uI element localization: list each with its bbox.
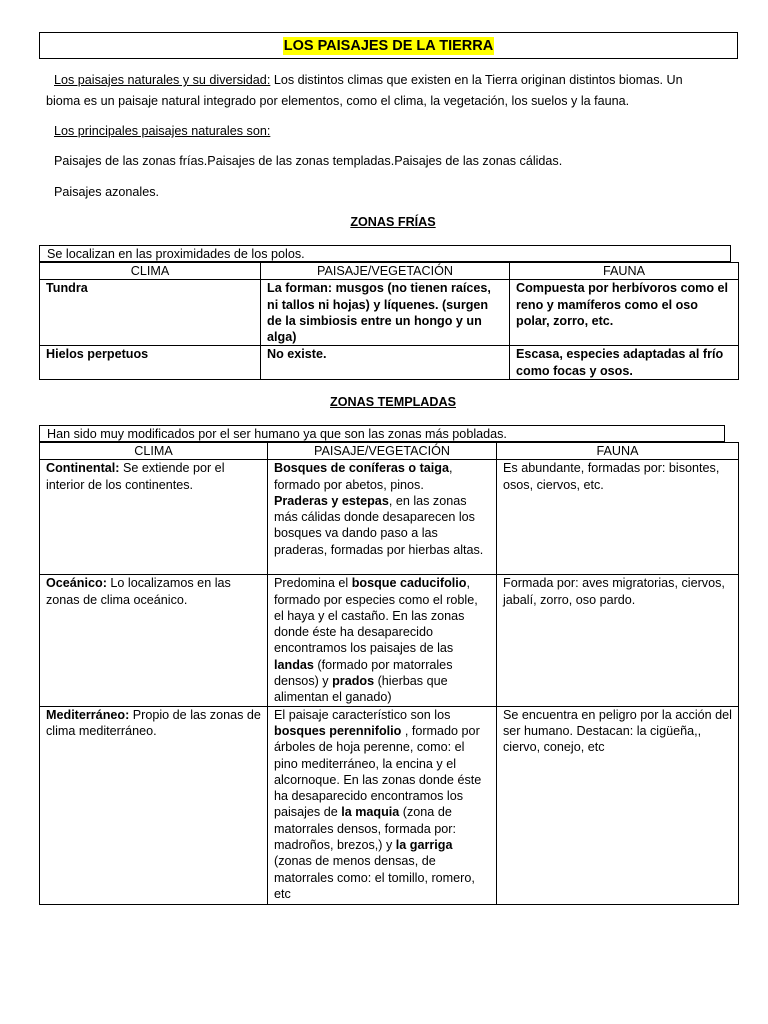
cell-fauna: Es abundante, formadas por: bisontes, osos, ciervos, etc.: [497, 460, 739, 575]
cell-fauna: Se encuentra en peligro por la acción del ser humano. Destacan: la cigüeña,, ciervo, conejo, etc: [497, 706, 739, 904]
header-paisaje: PAISAJE/VEGETACIÓN: [268, 443, 497, 460]
paisaje-text: , en las zonas más cálidas donde desaparecen los bosques va dando paso a las praderas, formadas por hierbas altas.: [274, 493, 484, 557]
paisaje-text: (zonas de menos densas, de matorrales como: el tomillo, romero, etc: [274, 854, 475, 901]
paisaje-bold: prados: [332, 674, 375, 689]
cell-clima: [40, 575, 268, 706]
cell-clima: Tundra: [40, 280, 261, 346]
table-templadas: [39, 442, 739, 905]
paisaje-bold: bosque caducifolio: [351, 576, 467, 591]
paisaje-text: Predomina el: [274, 576, 352, 591]
cell-paisaje: La forman: musgos (no tienen raíces, ni tallos ni hojas) y líquenes. (surgen de la simbiosis entre un hongo y un alga): [261, 280, 510, 346]
header-paisaje: PAISAJE/VEGETACIÓN: [261, 263, 510, 280]
clima-desc: Lo localizamos en las zonas de clima oceánico.: [46, 576, 231, 607]
clima-desc: Propio de las zonas de clima mediterráneo.: [46, 707, 261, 738]
cell-clima: Hielos perpetuos: [40, 346, 261, 380]
cell-fauna: Formada por: aves migratorias, ciervos, jabalí, zorro, oso pardo.: [497, 575, 739, 706]
page-title: LOS PAISAJES DE LA TIERRA: [283, 37, 494, 54]
cell-clima: [40, 460, 268, 575]
clima-name: Continental:: [46, 461, 120, 476]
header-clima: CLIMA: [40, 263, 261, 280]
paisaje-text: (formado por matorrales densos) y: [274, 657, 453, 689]
table-row: [40, 460, 739, 575]
header-fauna: FAUNA: [497, 443, 739, 460]
section-heading-templadas: ZONAS TEMPLADAS: [330, 395, 456, 409]
paisajes-azonales: Paisajes azonales.: [54, 185, 160, 199]
header-fauna: FAUNA: [510, 263, 739, 280]
paisaje-text: , formado por abetos, pinos.: [274, 461, 453, 492]
paisajes-list: Paisajes de las zonas frías.Paisajes de las zonas templadas.Paisajes de las zonas cálidas.: [54, 154, 563, 168]
paisaje-bold: Praderas y estepas: [274, 493, 389, 508]
cell-fauna: Escasa, especies adaptadas al frío como focas y osos.: [510, 346, 739, 380]
table-header-row: [40, 443, 739, 460]
paisaje-text: , formado por árboles de hoja perenne, como: el pino mediterráneo, la encina y el alcornoque. En las zonas donde éste ha desaparecido encontramos los paisajes de: [274, 723, 482, 820]
cell-paisaje: No existe.: [261, 346, 510, 380]
table-frias: [39, 262, 739, 380]
clima-name: Oceánico:: [46, 576, 107, 591]
paisaje-text: El paisaje característico son los: [274, 707, 451, 722]
templadas-note: Han sido muy modificados por el ser humano ya que son las zonas más pobladas.: [39, 425, 725, 442]
intro-line-2: bioma es un paisaje natural integrado por elementos, como el clima, la vegetación, los suelos y la fauna.: [46, 94, 630, 108]
clima-name: Mediterráneo:: [46, 707, 130, 722]
paisaje-bold: landas: [274, 657, 314, 672]
paisaje-text: (hierbas que alimentan el ganado): [274, 674, 448, 705]
intro-text-1: Los distintos climas que existen en la Tierra originan distintos biomas. Un: [270, 73, 683, 87]
paisaje-text: , formado por especies como el roble, el haya y el castaño. En las zonas donde éste ha desaparecido encontramos los paisajes de las: [274, 576, 478, 656]
frias-note: Se localizan en las proximidades de los polos.: [39, 245, 731, 262]
table-row: [40, 346, 739, 380]
section-heading-frias: ZONAS FRÍAS: [350, 215, 436, 229]
table-row: [40, 575, 739, 706]
principales-label: Los principales paisajes naturales son:: [54, 124, 271, 138]
cell-paisaje: [268, 706, 497, 904]
paisaje-bold: Bosques de coníferas o taiga: [274, 461, 449, 476]
paisaje-bold: la garriga: [395, 838, 453, 853]
cell-paisaje: [268, 575, 497, 706]
cell-paisaje: [268, 460, 497, 575]
table-header-row: [40, 263, 739, 280]
cell-fauna: Compuesta por herbívoros como el reno y mamíferos como el oso polar, zorro, etc.: [510, 280, 739, 346]
paisaje-text: (zona de matorrales densos, formada por: madroños, brezos,) y: [274, 805, 456, 853]
header-clima: CLIMA: [40, 443, 268, 460]
intro-label: Los paisajes naturales y su diversidad:: [54, 73, 271, 87]
clima-desc: Se extiende por el interior de los continentes.: [46, 461, 225, 492]
title-box: [39, 32, 738, 59]
cell-clima: [40, 706, 268, 904]
paisaje-bold: la maquia: [341, 805, 400, 820]
table-row: [40, 706, 739, 904]
paisaje-bold: bosques perennifolio: [274, 723, 402, 738]
table-row: [40, 280, 739, 346]
intro-line-1: [46, 70, 726, 91]
